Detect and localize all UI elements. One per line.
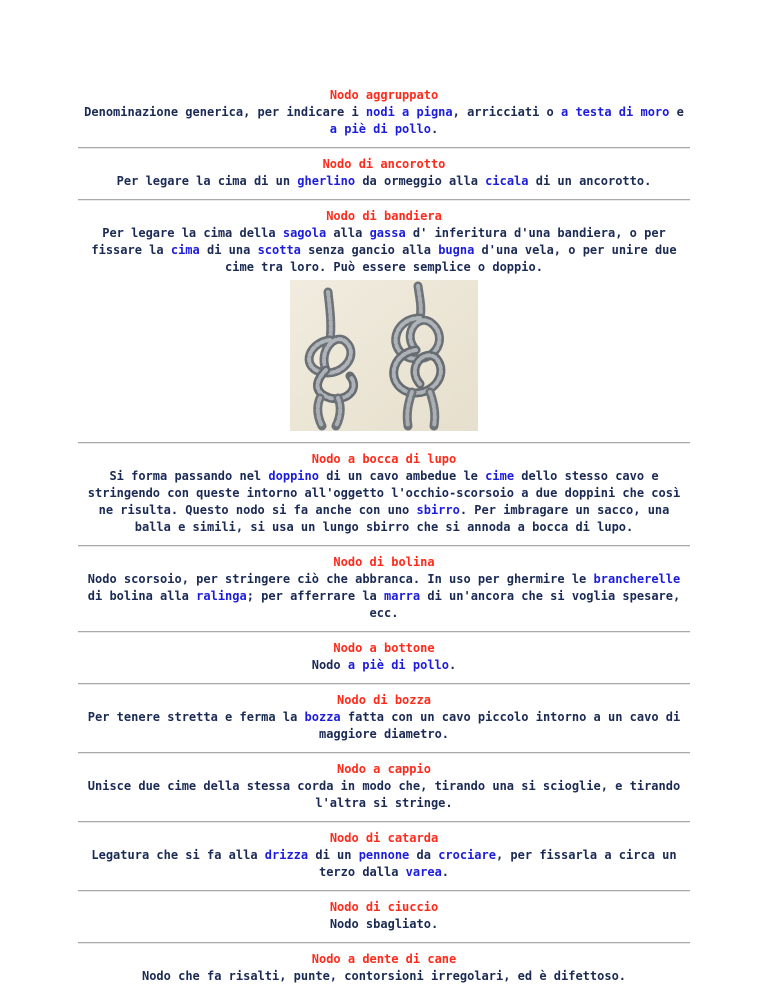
- description-text: senza gancio alla: [300, 243, 439, 257]
- entry-nodo-di-bozza: [0, 692, 768, 743]
- glossary-link[interactable]: brancherelle: [593, 572, 681, 586]
- entry-description: [78, 468, 690, 536]
- description-text: ; per afferrare la: [246, 589, 384, 603]
- description-text: Per tenere stretta e ferma la: [87, 710, 305, 724]
- glossary-link[interactable]: a piè di pollo: [347, 658, 450, 672]
- description-text: .: [449, 658, 457, 672]
- description-text: alla: [326, 226, 370, 240]
- entry-nodo-a-dente-di-cane: [0, 951, 768, 985]
- entry-description: [78, 709, 690, 743]
- description-text: Si forma passando nel: [109, 469, 269, 483]
- description-text: Per legare la cima di un: [116, 174, 298, 188]
- glossary-link[interactable]: cicala: [485, 174, 529, 188]
- entry-description: [78, 916, 690, 933]
- bandiera-knot-image: [78, 280, 690, 431]
- knot-photo: [290, 280, 478, 431]
- glossary-link[interactable]: bugna: [438, 243, 475, 257]
- entry-description: [78, 968, 690, 985]
- entry-nodo-di-bandiera: [0, 208, 768, 431]
- description-text: Legatura che si fa alla: [91, 848, 265, 862]
- glossary-link[interactable]: gherlino: [297, 174, 356, 188]
- glossary-link[interactable]: varea: [405, 865, 442, 879]
- entry-title: Nodo a dente di cane: [311, 952, 457, 966]
- entry-description: [78, 657, 690, 674]
- entry-description: [78, 571, 690, 622]
- glossary-link[interactable]: gassa: [369, 226, 406, 240]
- glossary-link[interactable]: crociare: [438, 848, 496, 862]
- entry-description: [78, 173, 690, 190]
- description-text: di un ancorotto.: [528, 174, 652, 188]
- description-text: Unisce due cime della stessa corda in modo che, tirando una si scioglie, e tirando l'altra si stringe.: [87, 779, 681, 810]
- entry-description: [78, 225, 690, 276]
- description-text: fatta con un cavo piccolo intorno a un cavo di maggiore diametro.: [318, 710, 681, 741]
- entry-title: Nodo di bandiera: [326, 209, 442, 223]
- description-text: . Per imbragare un sacco, una balla e simili, si usa un lungo sbirro che si annoda a bocca di lupo.: [134, 503, 670, 534]
- entry-title: Nodo aggruppato: [329, 88, 439, 102]
- entry-title: Nodo a cappio: [337, 762, 431, 776]
- description-text: , per fissarla a circa un terzo dalla: [318, 848, 677, 879]
- description-text: d'una vela, o per unire due cime tra loro. Può essere semplice o doppio.: [225, 243, 677, 274]
- glossary-link[interactable]: cime: [485, 469, 515, 483]
- entry-nodo-aggruppato: [0, 87, 768, 138]
- description-text: e: [669, 105, 684, 119]
- description-text: da: [409, 848, 439, 862]
- glossary-link[interactable]: sagola: [282, 226, 327, 240]
- glossary-link[interactable]: doppino: [268, 469, 319, 483]
- entry-description: [78, 104, 690, 138]
- entry-nodo-di-catarda: [0, 830, 768, 881]
- entry-nodo-di-bolina: [0, 554, 768, 622]
- entry-description: [78, 778, 690, 812]
- glossary-link[interactable]: pennone: [358, 848, 410, 862]
- description-text: .: [430, 122, 439, 136]
- glossary-link[interactable]: a testa di moro: [561, 105, 670, 119]
- entry-title: Nodo di bolina: [333, 555, 435, 569]
- description-text: di bolina alla: [87, 589, 197, 603]
- glossary-link[interactable]: nodi a pigna: [365, 105, 453, 119]
- description-text: Per legare la cima della: [102, 226, 283, 240]
- glossary-link[interactable]: sbirro: [416, 503, 460, 517]
- entry-title: Nodo di bozza: [337, 693, 431, 707]
- glossary-link[interactable]: drizza: [264, 848, 309, 862]
- entry-nodo-di-ancorotto: [0, 156, 768, 190]
- entry-title: Nodo di ciuccio: [329, 900, 439, 914]
- description-text: di un'ancora che si voglia spesare, ecc.: [369, 589, 681, 620]
- entry-nodo-a-cappio: [0, 761, 768, 812]
- description-text: da ormeggio alla: [355, 174, 486, 188]
- entry-nodo-a-bocca-di-lupo: [0, 451, 768, 536]
- spacer-top: [0, 0, 768, 87]
- description-text: Nodo: [311, 658, 348, 672]
- entry-description: [78, 847, 690, 881]
- description-text: Nodo che fa risalti, punte, contorsioni irregolari, ed è difettoso.: [141, 969, 627, 983]
- entry-nodo-a-bottone: [0, 640, 768, 674]
- entry-title: Nodo a bocca di lupo: [311, 452, 457, 466]
- description-text: di un: [308, 848, 359, 862]
- entry-title: Nodo di ancorotto: [322, 157, 446, 171]
- glossary-link[interactable]: ralinga: [196, 589, 247, 603]
- entry-title: Nodo di catarda: [329, 831, 439, 845]
- glossary-link[interactable]: marra: [384, 589, 421, 603]
- description-text: .: [441, 865, 450, 879]
- glossary-link[interactable]: scotta: [257, 243, 301, 257]
- description-text: Nodo scorsoio, per stringere ciò che abbranca. In uso per ghermire le: [87, 572, 594, 586]
- description-text: Denominazione generica, per indicare i: [84, 105, 366, 119]
- glossary-link[interactable]: bozza: [304, 710, 341, 724]
- description-text: d' inferitura d'una bandiera, o per fissare la: [91, 226, 666, 257]
- entry-nodo-di-ciuccio: [0, 899, 768, 933]
- entry-title: Nodo a bottone: [333, 641, 435, 655]
- description-text: Nodo sbagliato.: [329, 917, 439, 931]
- description-text: dello stesso cavo e stringendo con queste intorno all'oggetto l'occhio-scorsoio a due doppini che così ne risulta. Questo nodo si fa anche con uno: [87, 469, 681, 517]
- description-text: di una: [199, 243, 258, 257]
- glossary-link[interactable]: a piè di pollo: [329, 122, 431, 136]
- description-text: , arricciati o: [452, 105, 561, 119]
- description-text: di un cavo ambedue le: [318, 469, 486, 483]
- glossary-link[interactable]: cima: [170, 243, 200, 257]
